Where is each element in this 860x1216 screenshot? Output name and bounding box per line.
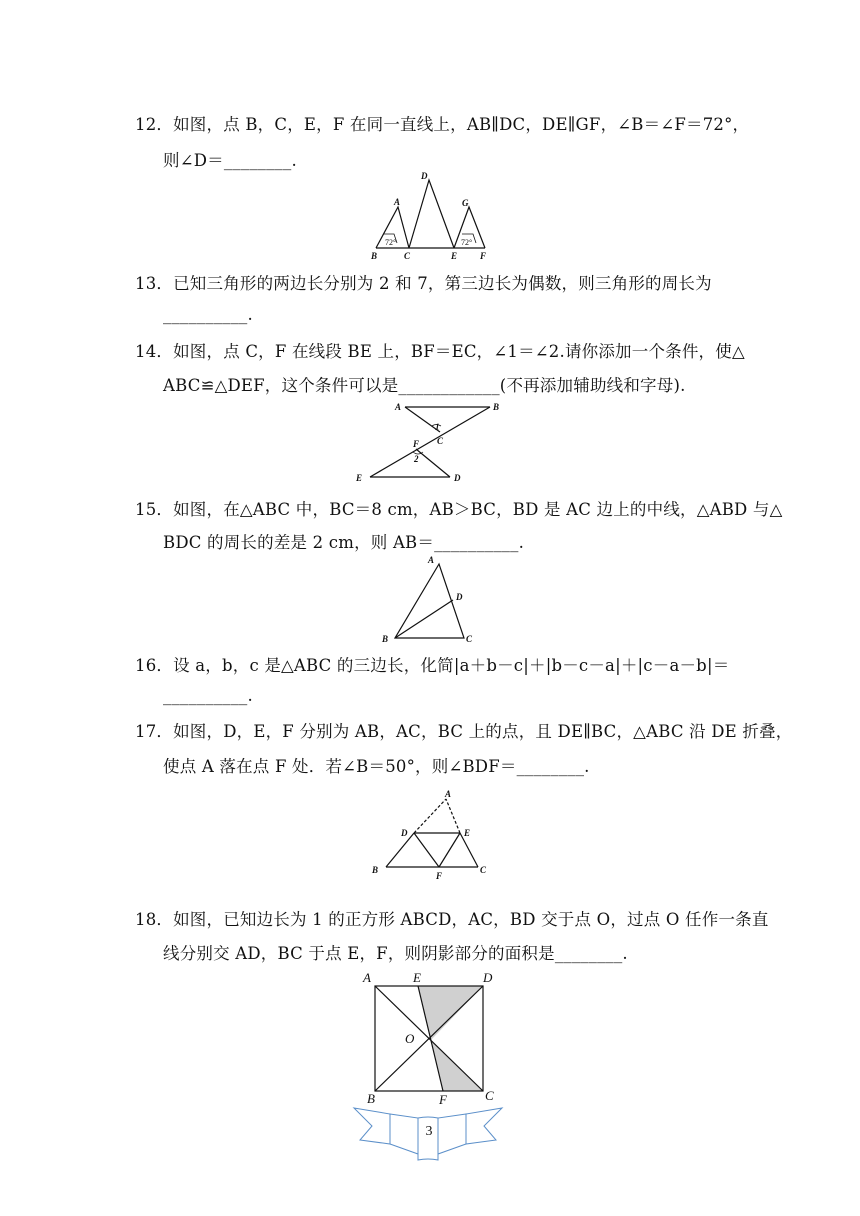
figure-14 [350,397,510,487]
fig14-label-2: 2 [414,454,419,464]
fig12-label-b: B [371,251,378,261]
problem-12-line1: 12．如图，点 B，C，E，F 在同一直线上，AB∥DC，DE∥GF，∠B＝∠F＝72°， [135,115,750,134]
fig12-label-g: G [462,198,469,208]
fig12-label-e: E [451,251,458,261]
fig18-label-b: B [367,1091,375,1106]
fig17-label-a: A [445,789,452,799]
fig12-label-f: F [480,251,487,261]
fig14-label-e: E [356,473,363,483]
page-number: 3 [425,1124,433,1139]
fig12-label-a: A [394,197,401,207]
fig14-label-b: B [493,402,500,412]
figure-15 [377,552,477,647]
fig15-label-a: A [428,555,435,565]
fig14-label-c: C [437,436,444,446]
fig14-label-a: A [395,402,402,412]
fig18-label-a: A [363,970,371,985]
problem-16-line2: __________. [163,686,253,705]
figure-17 [368,785,498,881]
fig12-label-c: C [404,251,411,261]
problem-15-line1: 15．如图，在△ABC 中，BC＝8 cm，AB＞BC，BD 是 AC 边上的中线，△ABD 与△ [135,500,783,519]
fig14-label-1: 1 [435,422,440,432]
fig17-label-b: B [372,865,379,875]
shaded-region-top [418,986,483,1040]
fig14-label-f: F [413,439,420,449]
fig18-label-f: F [439,1092,447,1107]
problem-17-line1: 17．如图，D，E，F 分别为 AB，AC，BC 上的点，且 DE∥BC，△ABC 沿 DE 折叠， [135,722,793,741]
figure-18 [355,968,505,1108]
problem-15-line2: BDC 的周长的差是 2 cm，则 AB＝__________. [163,533,525,552]
fig18-label-e: E [413,970,421,985]
problem-14-line2: ABC≌△DEF，这个条件可以是____________(不再添加辅助线和字母). [163,376,686,395]
fig17-label-c: C [480,865,487,875]
fig17-label-d: D [401,828,408,838]
fig18-label-o: O [405,1031,415,1046]
fig18-label-c: C [485,1088,494,1103]
figure-12 [370,170,492,262]
problem-12-line2: 则∠D＝________. [163,151,297,170]
problem-17-line2: 使点 A 落在点 F 处．若∠B＝50°，则∠BDF＝________. [163,757,590,776]
problem-14-line1: 14．如图，点 C，F 在线段 BE 上，BF＝EC，∠1＝∠2.请你添加一个条件，使△ [135,342,745,361]
fig12-label-d: D [421,171,428,181]
fig14-label-d: D [454,473,461,483]
problem-18-line2: 线分别交 AD，BC 于点 E，F，则阴影部分的面积是________. [163,944,628,963]
fig18-label-d: D [483,970,493,985]
fig17-label-e: E [464,828,471,838]
problem-13-line1: 13．已知三角形的两边长分别为 2 和 7，第三边长为偶数，则三角形的周长为 [135,274,712,293]
problem-16-line1: 16．设 a，b，c 是△ABC 的三边长，化简|a＋b－c|＋|b－c－a|＋|c－a－b|＝ [135,656,730,675]
fig12-angle-f: 72° [461,238,473,247]
problem-18-line1: 18．如图，已知边长为 1 的正方形 ABCD，AC，BD 交于点 O，过点 O 任作一条直 [135,910,769,929]
fig15-label-b: B [382,634,389,644]
fig17-label-f: F [436,871,443,881]
problem-13-line2: __________. [163,305,253,324]
fig15-label-d: D [456,592,463,602]
fig15-label-c: C [466,634,473,644]
fig12-angle-b: 72° [385,238,397,247]
